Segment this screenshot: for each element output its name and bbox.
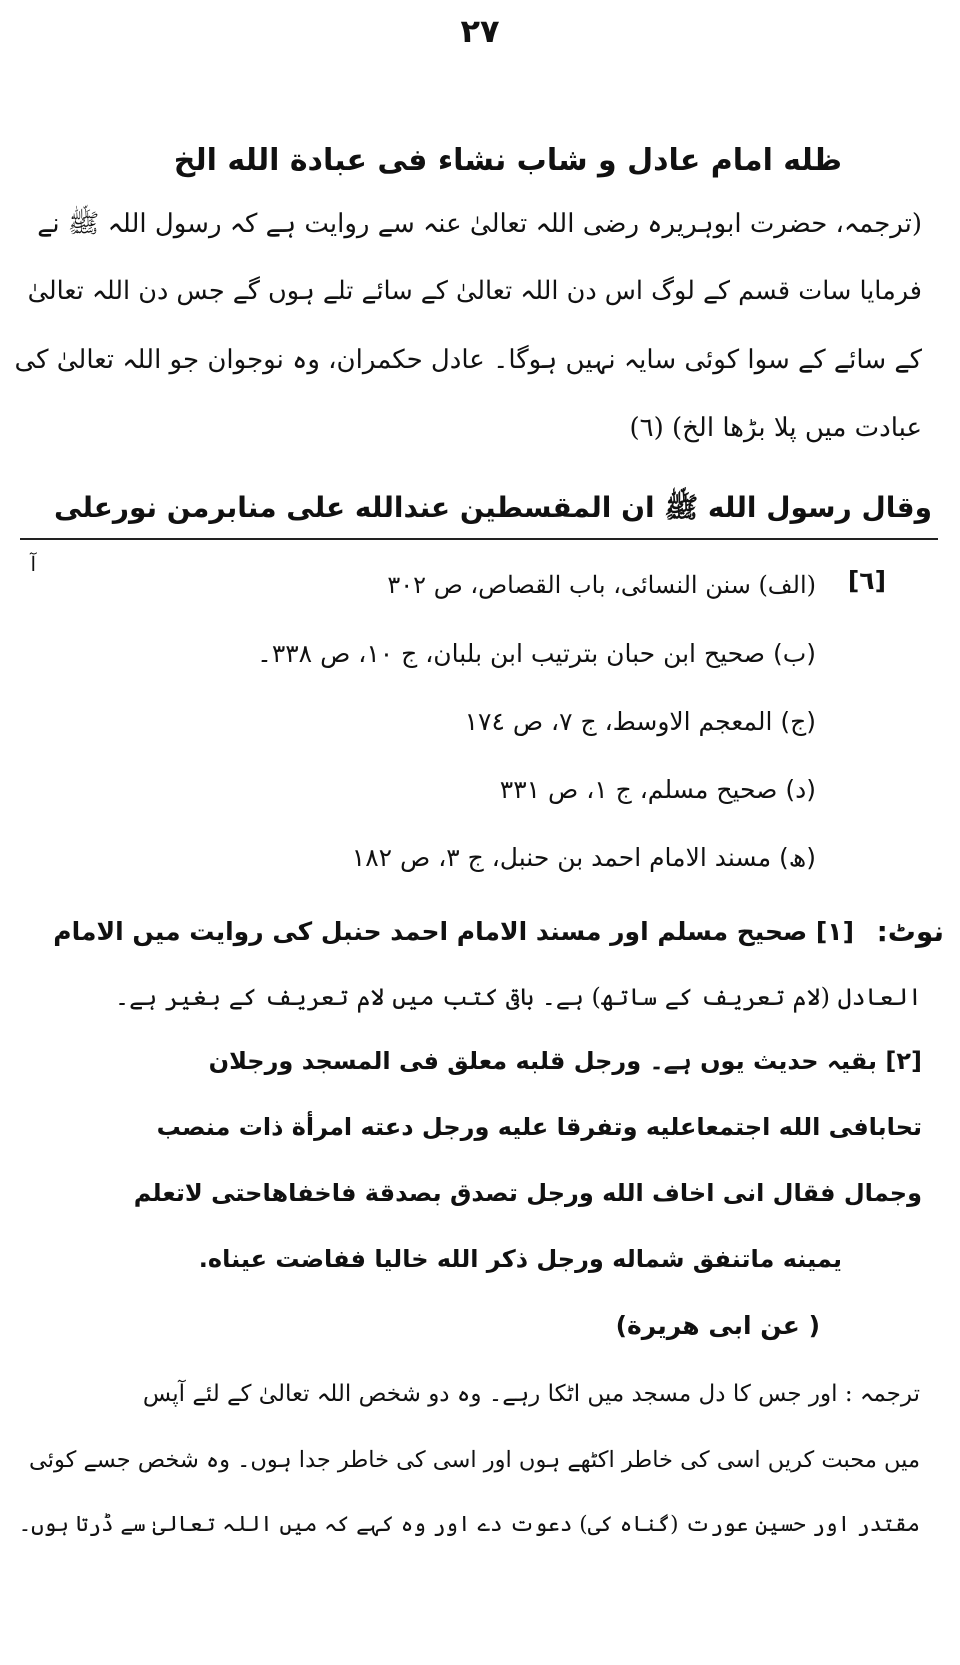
final-translation-line: ترجمہ : اور جس کا دل مسجد میں اٹکا رہے۔ وہ دو شخص اللہ تعالیٰ کے لئے آپس [142, 1381, 920, 1407]
hadith-line: وقال رسول الله ﷺ ان المقسطين عندالله على منابرمن نورعلى [53, 491, 932, 524]
reference-item: (الف) سنن النسائی، باب القصاص، ص ٣٠٢ [387, 571, 816, 599]
source-citation: ( عن ابی هريرة) [615, 1311, 820, 1340]
final-translation-line: مقتدر اور حسین عورت (گناہ کی) دعوت دے اور وہ کہے کہ میں اللہ تعالیٰ سے ڈرتا ہوں۔ [18, 1512, 920, 1537]
reference-item: (ب) صحيح ابن حبان بترتيب ابن بلبان، ج ١٠، ص ٣٣٨۔ [257, 639, 816, 668]
translation-line: عبادت میں پلا بڑھا الخ) (٦) [629, 413, 922, 443]
note-line: [٢] بقیہ حدیث یوں ہے۔ ورجل قلبه معلق فی المسجد ورجلان [208, 1047, 922, 1075]
final-translation-line: میں محبت کریں اسی کی خاطر اکٹھے ہوں اور اسی کی خاطر جدا ہوں۔ وہ شخص جسے کوئی [29, 1447, 920, 1473]
note-line: العادل (لام تعریف کے ساتھ) ہے۔ باقی کتب میں لام تعریف کے بغیر ہے۔ [115, 983, 922, 1011]
note-line: وجمال فقال انی اخاف الله ورجل تصدق بصدقة فاخفاهاحتى لاتعلم [133, 1179, 922, 1207]
note-line: تحابافی الله اجتمعاعليه وتفرقا عليه ورجل دعته امرأة ذات منصب [156, 1113, 922, 1141]
page-number: ۲۷ [460, 12, 500, 50]
reference-item: (ھ) مسند الامام احمد بن حنبل، ج ٣، ص ١٨٢ [351, 843, 816, 872]
footnote-separator [20, 538, 938, 540]
note-label: نوٹ: [876, 915, 944, 948]
reference-item: (ج) المعجم الاوسط، ج ٧، ص ١٧٤ [464, 707, 816, 736]
reference-item: (د) صحيح مسلم، ج ١، ص ٣٣١ [499, 775, 816, 804]
footnote-mark: آ [30, 552, 36, 576]
translation-line: کے سائے کے سوا کوئی سایہ نہیں ہوگا۔ عادل حکمران، وہ نوجوان جو اللہ تعالیٰ کی [14, 345, 922, 375]
footnote-label: [٦] [847, 566, 886, 595]
note-line: يمينه ماتنفق شماله ورجل ذكر الله خاليا ففاضت عيناه. [198, 1245, 842, 1273]
translation-line: (ترجمہ، حضرت ابوہریرہ رضی اللہ تعالیٰ عنہ سے روایت ہے کہ رسول اللہ ﷺ نے [37, 209, 922, 239]
note-line: [١] صحيح مسلم اور مسند الامام احمد حنبل کی روایت میں الامام [53, 917, 854, 946]
translation-line: فرمایا سات قسم کے لوگ اس دن اللہ تعالیٰ کے سائے تلے ہوں گے جس دن اللہ تعالیٰ [27, 276, 922, 306]
arabic-quote: ظله امام عادل و شاب نشاء فی عبادة الله الخ [173, 143, 842, 178]
